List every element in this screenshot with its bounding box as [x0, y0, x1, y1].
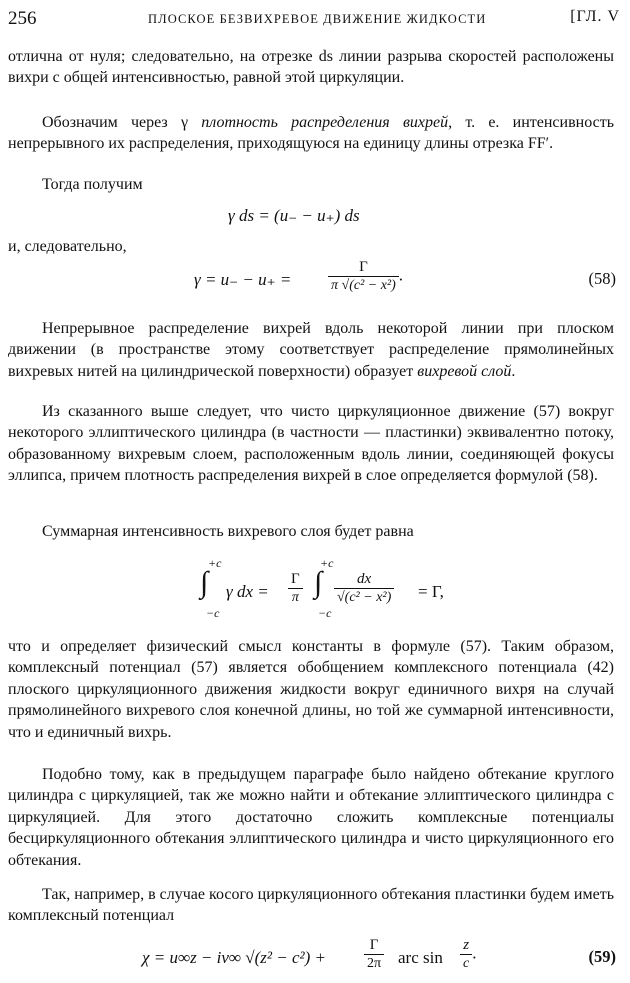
paragraph-2-start: Обозначим через γ [42, 114, 202, 131]
equation-58-fraction: $\frac{\Gamma}{\text{π √(c² − x²)}}$ . [328, 258, 403, 295]
integral-1-upper-limit: +c [208, 556, 222, 570]
paragraph-6: Из сказанного выше следует, что чисто циркуляционное движение (57) вокруг некоторого эллиптического цилиндра (в частности — пластинки) эквивалентно потоку, образованному вихревым слоем, расположенным вдоль линии, соединяющей фокусы эллипса, причем плотность распределения вихрей в слое определяется формулой (58). [8, 403, 614, 485]
equation-59-arcsin: arc sin [398, 948, 443, 967]
paragraph-10: Так, например, в случае косого циркуляционного обтекания пластинки будем иметь комплексный потенциал [8, 886, 614, 925]
equation-integral [0, 556, 630, 626]
running-title: ПЛОСКОЕ БЕЗВИХРЕВОЕ ДВИЖЕНИЕ ЖИДКОСТИ [148, 12, 487, 26]
equation-59-body: χ = u∞z − iv∞ √(z² − c²) + [142, 948, 326, 967]
paragraph-5-end: . [511, 362, 516, 380]
equation-58 [0, 258, 630, 304]
integral-2-sign: ∫ [314, 566, 323, 599]
integral-2-upper-limit: +c [320, 556, 334, 570]
term-vortex-sheet: вихревой слой [417, 362, 512, 380]
paragraph-3: Тогда получим [42, 176, 143, 193]
integral-1-sign: ∫ [200, 566, 209, 599]
equation-59 [0, 936, 630, 978]
integral-coefficient-numerator: Γ [288, 570, 303, 589]
integral-result: = Γ, [418, 582, 444, 601]
integral-2-denominator: √(c² − x²) [337, 590, 392, 605]
integral-1-body: γ dx = [226, 582, 269, 601]
paragraph-1: отлична от нуля; следовательно, на отрезке ds линии разрыва скоростей расположены вихри с общей интенсивностью, равной этой циркуляции. [8, 48, 614, 87]
integral-coefficient-denominator: π [291, 590, 299, 605]
integral-2-fraction [334, 570, 394, 607]
equation-59-z-denominator: c [463, 956, 470, 971]
page-number: 256 [8, 8, 37, 29]
integral-1-lower-limit: −c [206, 606, 220, 620]
chapter-label: [ГЛ. V [570, 8, 620, 25]
paragraph-4: и, следовательно, [8, 238, 127, 255]
paragraph-5 [8, 318, 614, 382]
paragraph-9: Подобно тому, как в предыдущем параграфе было найдено обтекание круглого цилиндра с циркуляцией, так же можно найти и обтекание эллиптического цилиндра с циркуляцией. Для этого достаточно сложить комплексные потенциалы бесциркуляционного обтекания эллиптического цилиндра и чисто циркуляционного его обтекания. [8, 766, 614, 869]
paragraph-2-end: , т. е. интенсивность непрерывного их распределения, приходящуюся на единицу длины отрезка FF′. [8, 114, 615, 153]
paragraph-7: Суммарная интенсивность вихревого слоя будет равна [42, 523, 414, 540]
equation-58-denominator: π √(c² − x²) [331, 278, 396, 293]
equation-59-z-numerator: z [460, 936, 472, 955]
running-header [8, 8, 620, 30]
paragraph-2 [8, 112, 614, 155]
integral-2-numerator: dx [334, 570, 394, 589]
equation-59-z-fraction: $\frac{z}{c}$ . [460, 936, 476, 973]
equation-59-gamma-numerator: Γ [364, 936, 384, 955]
equation-58-tag: (58) [588, 269, 616, 288]
equation-59-tag: (59) [588, 947, 616, 966]
equation-59-gamma-fraction [364, 936, 384, 973]
term-vortex-density: плотность распределения вихрей [201, 114, 449, 131]
equation-gamma-ds-body: γ ds = (u₋ − u₊) ds [228, 206, 360, 225]
paragraph-8: что и определяет физический смысл константы в формуле (57). Таким образом, комплексный потенциал (57) является обобщением комплексного потенциала (42) плоского циркуляционного движения жидкости вокруг единичного вихря на случай прямолинейного вихревого слоя конечной длины, но той же суммарной интенсивности, что и единичный вихрь. [8, 638, 614, 741]
paragraph-5-start: Непрерывное распределение вихрей вдоль некоторой линии при плоском движении (в пространстве этому соответствует распределение прямолинейных вихревых нитей на цилиндрической поверхности) образует [8, 320, 614, 380]
equation-59-gamma-denominator: 2π [367, 956, 382, 971]
integral-coefficient [288, 570, 303, 607]
equation-58-lhs: γ = u₋ − u₊ = [194, 270, 292, 289]
equation-58-numerator: Γ [328, 258, 399, 277]
integral-2-lower-limit: −c [318, 606, 332, 620]
